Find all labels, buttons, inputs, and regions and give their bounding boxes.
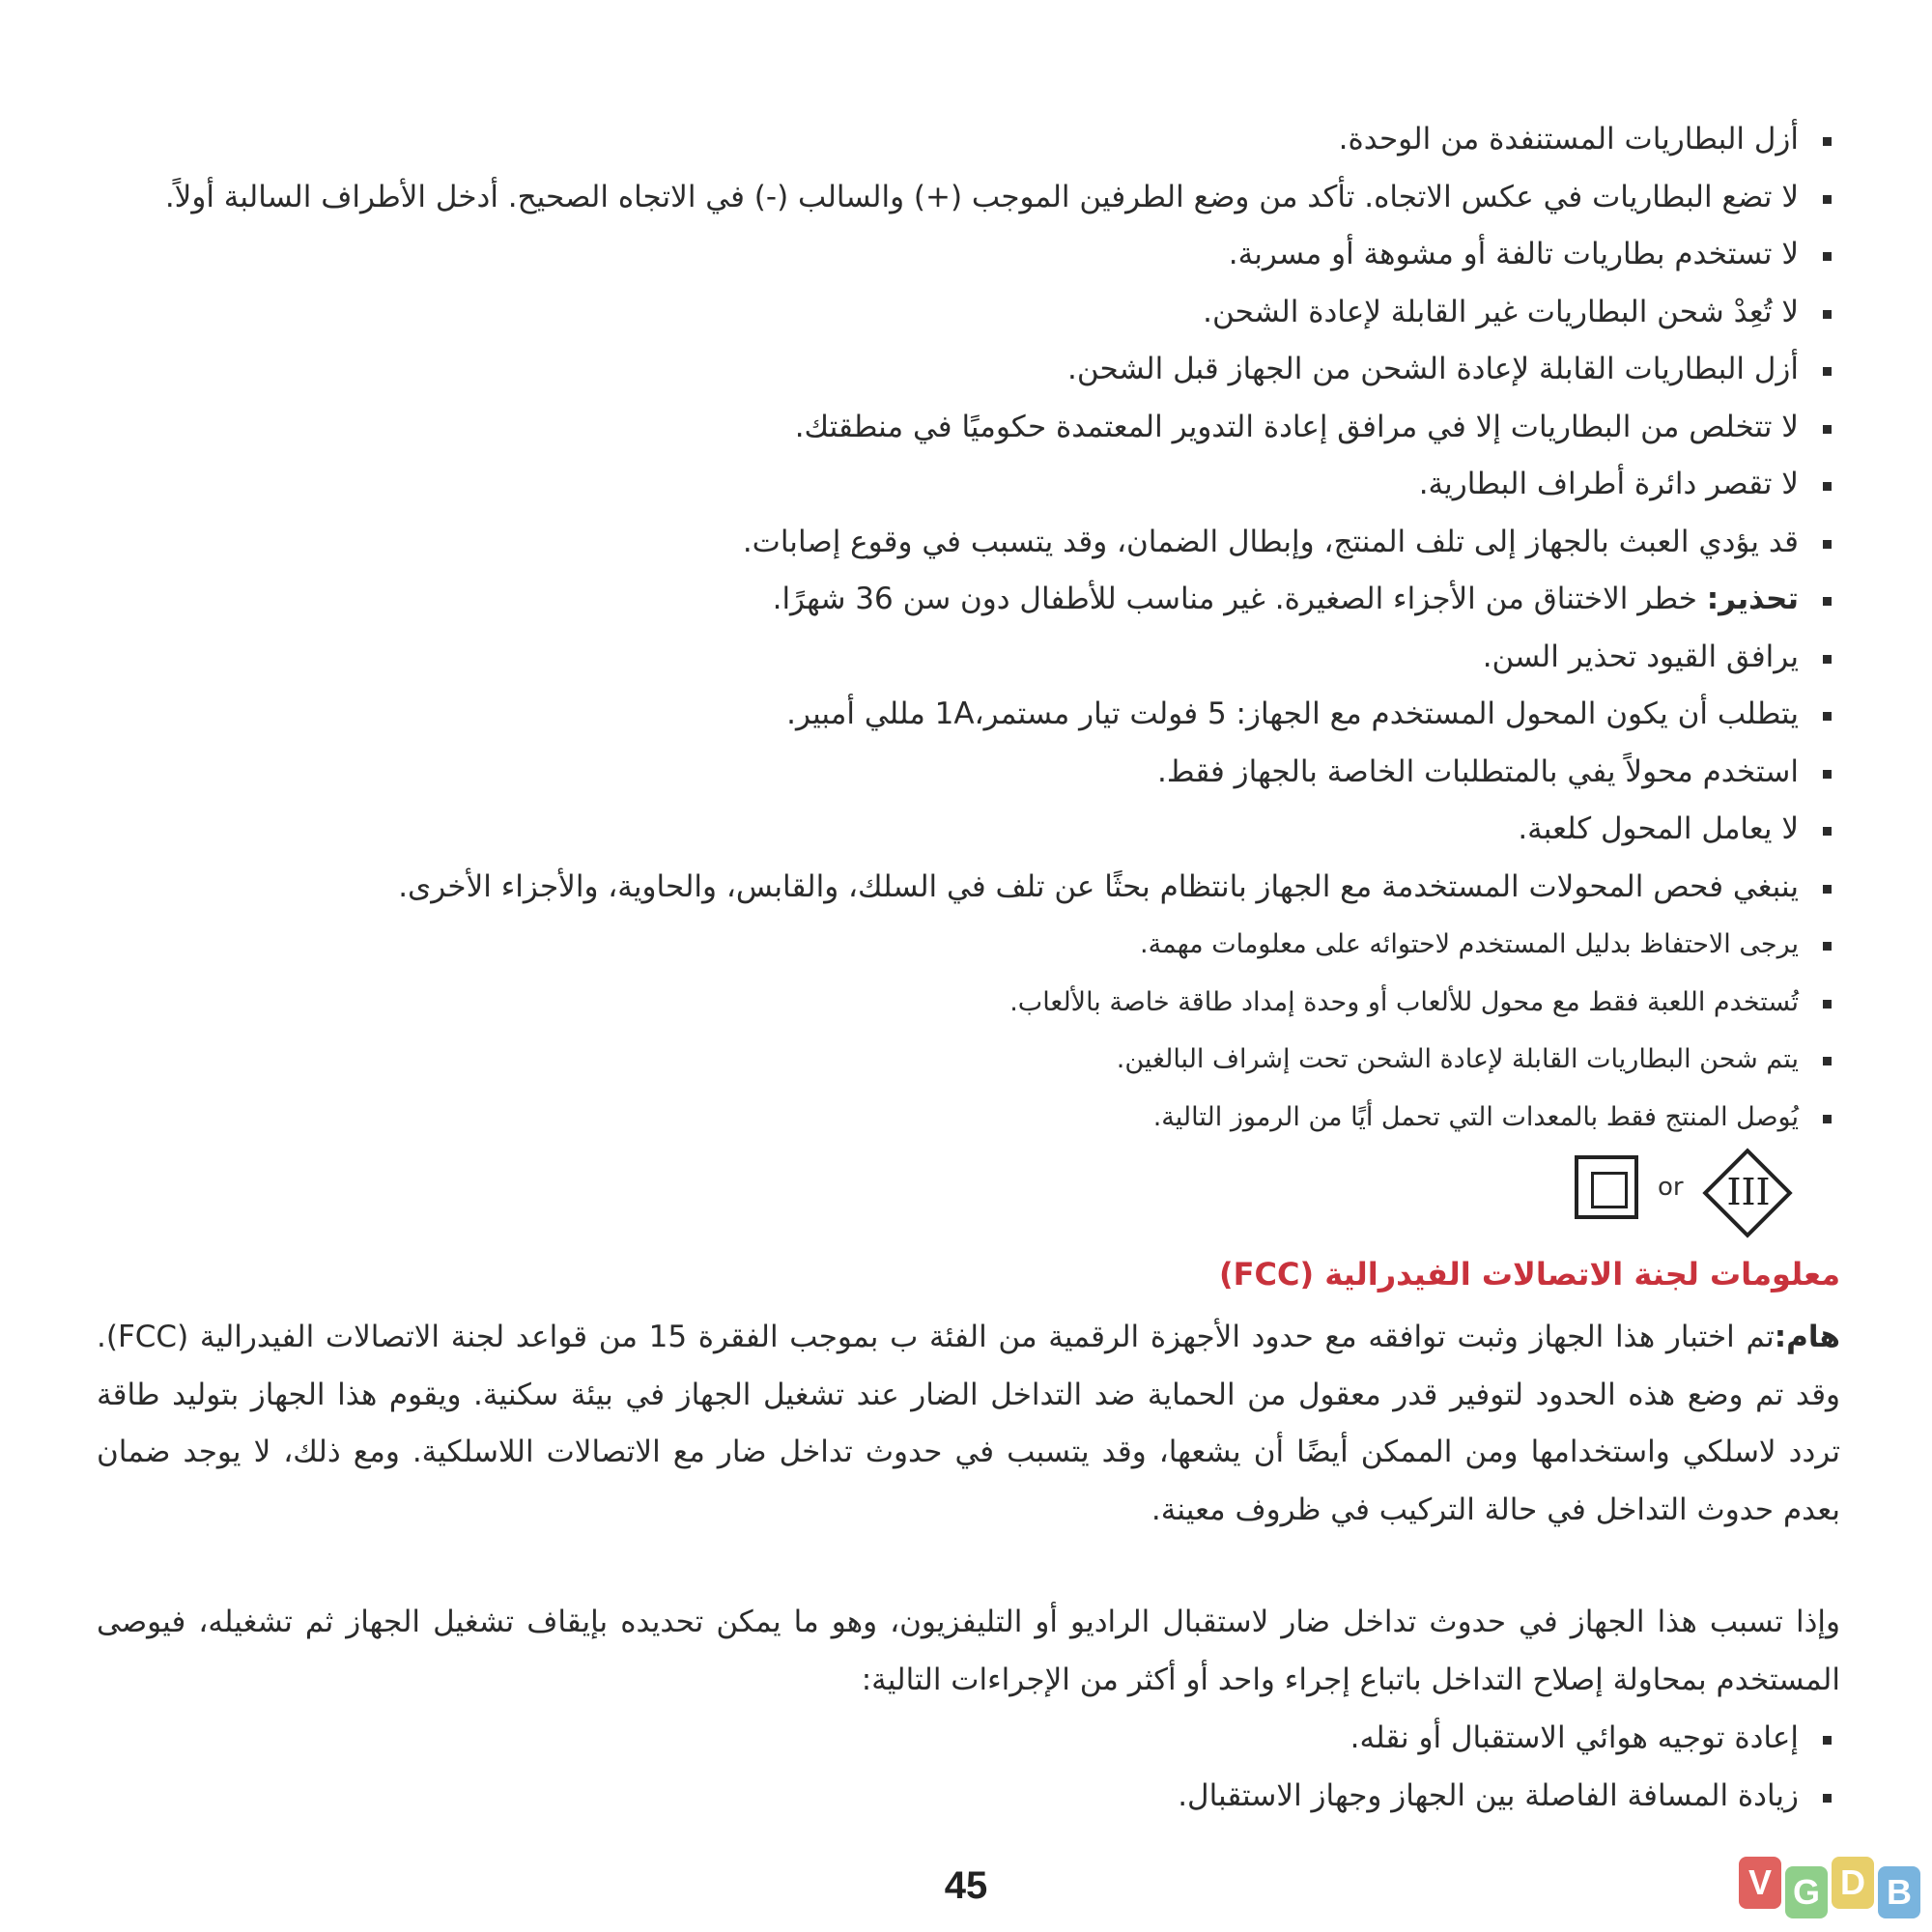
- inner-square: [1591, 1172, 1628, 1208]
- list-item: يرافق القيود تحذير السن.: [97, 629, 1835, 687]
- list-item: يُوصل المنتج فقط بالمعدات التي تحمل أيًا من الرموز التالية.: [97, 1089, 1835, 1147]
- fcc-paragraph-1: [97, 1309, 1840, 1539]
- fcc-paragraph-2: وإذا تسبب هذا الجهاز في حدوث تداخل ضار لاستقبال الراديو أو التليفزيون، وهو ما يمكن تحديده بإيقاف تشغيل الجهاز ثم تشغيله، فيوصى المستخدم بمحاولة إصلاح التداخل باتباع إجراء واحد أو أكثر من الإجراءات التالية:: [97, 1605, 1840, 1697]
- list-item: لا تستخدم بطاريات تالفة أو مشوهة أو مسربة.: [97, 226, 1835, 284]
- list-item: لا يعامل المحول كلعبة.: [97, 801, 1835, 859]
- list-item: ينبغي فحص المحولات المستخدمة مع الجهاز بانتظام بحثًا عن تلف في السلك، والقابس، والحاوية، والأجزاء الأخرى.: [97, 859, 1835, 917]
- important-label: هام:: [1774, 1320, 1840, 1354]
- class-2-double-square-icon: [1575, 1155, 1638, 1219]
- fcc-section-heading: معلومات لجنة الاتصالات الفيدرالية (FCC): [1219, 1256, 1840, 1293]
- list-item: يرجى الاحتفاظ بدليل المستخدم لاحتوائه على معلومات مهمة.: [97, 916, 1835, 974]
- list-item: يتطلب أن يكون المحول المستخدم مع الجهاز: 5 فولت تيار مستمر،1A مللي أمبير.: [97, 686, 1835, 744]
- list-item: قد يؤدي العبث بالجهاز إلى تلف المنتج، وإبطال الضمان، وقد يتسبب في وقوع إصابات.: [97, 514, 1835, 572]
- warning-text: خطر الاختناق من الأجزاء الصغيرة. غير مناسب للأطفال دون سن 36 شهرًا.: [772, 582, 1697, 616]
- list-item: زيادة المسافة الفاصلة بين الجهاز وجهاز الاستقبال.: [97, 1768, 1835, 1826]
- list-item: استخدم محولاً يفي بالمتطلبات الخاصة بالجهاز فقط.: [97, 744, 1835, 802]
- list-item: أزل البطاريات القابلة لإعادة الشحن من الجهاز قبل الشحن.: [97, 341, 1835, 399]
- class-3-diamond-icon: [1700, 1146, 1797, 1242]
- page-number: 45: [944, 1864, 988, 1907]
- list-item: أزل البطاريات المستنفدة من الوحدة.: [97, 111, 1835, 169]
- list-item: لا تقصر دائرة أطراف البطارية.: [97, 456, 1835, 514]
- class-3-label: III: [1726, 1171, 1771, 1213]
- watermark-letter: B: [1878, 1866, 1920, 1918]
- list-item: يتم شحن البطاريات القابلة لإعادة الشحن تحت إشراف البالغين.: [97, 1031, 1835, 1089]
- list-item: لا تضع البطاريات في عكس الاتجاه. تأكد من وضع الطرفين الموجب (+) والسالب (-) في الاتجاه الصحيح. أدخل الأطراف السالبة أولاً.: [97, 169, 1835, 227]
- watermark-letter: V: [1739, 1857, 1781, 1909]
- symbol-or-text: or: [1658, 1173, 1684, 1202]
- fcc-paragraph-1-text: تم اختبار هذا الجهاز وثبت توافقه مع حدود الأجهزة الرقمية من الفئة ب بموجب الفقرة 15 من قواعد لجنة الاتصالات الفيدرالية (FCC). وقد تم وضع هذه الحدود لتوفير قدر معقول من الحماية ضد التداخل الضار عند تشغيل الجهاز في بيئة سكنية. ويقوم هذا الجهاز بتوليد طاقة تردد لاسلكي واستخدامها ومن الممكن أيضًا أن يشعها، وقد يتسبب في حدوث تداخل ضار مع الاتصالات اللاسلكية. ومع ذلك، لا يوجد ضمان بعدم حدوث التداخل في حالة التركيب في ظروف معينة.: [97, 1320, 1840, 1527]
- fcc-measures-list: [97, 1710, 1835, 1825]
- warning-list-item: [97, 571, 1835, 629]
- list-item: لا تُعِدْ شحن البطاريات غير القابلة لإعادة الشحن.: [97, 284, 1835, 342]
- list-item: إعادة توجيه هوائي الاستقبال أو نقله.: [97, 1710, 1835, 1768]
- safety-bullet-list: [97, 111, 1835, 1146]
- watermark-letter: G: [1785, 1866, 1828, 1918]
- vgdb-watermark-logo: [1739, 1853, 1932, 1930]
- equipment-symbols: [1575, 1150, 1806, 1241]
- watermark-letter: D: [1832, 1857, 1874, 1909]
- list-item: لا تتخلص من البطاريات إلا في مرافق إعادة التدوير المعتمدة حكوميًا في منطقتك.: [97, 399, 1835, 457]
- warning-label: تحذير:: [1706, 582, 1799, 616]
- list-item: تُستخدم اللعبة فقط مع محول للألعاب أو وحدة إمداد طاقة خاصة بالألعاب.: [97, 974, 1835, 1032]
